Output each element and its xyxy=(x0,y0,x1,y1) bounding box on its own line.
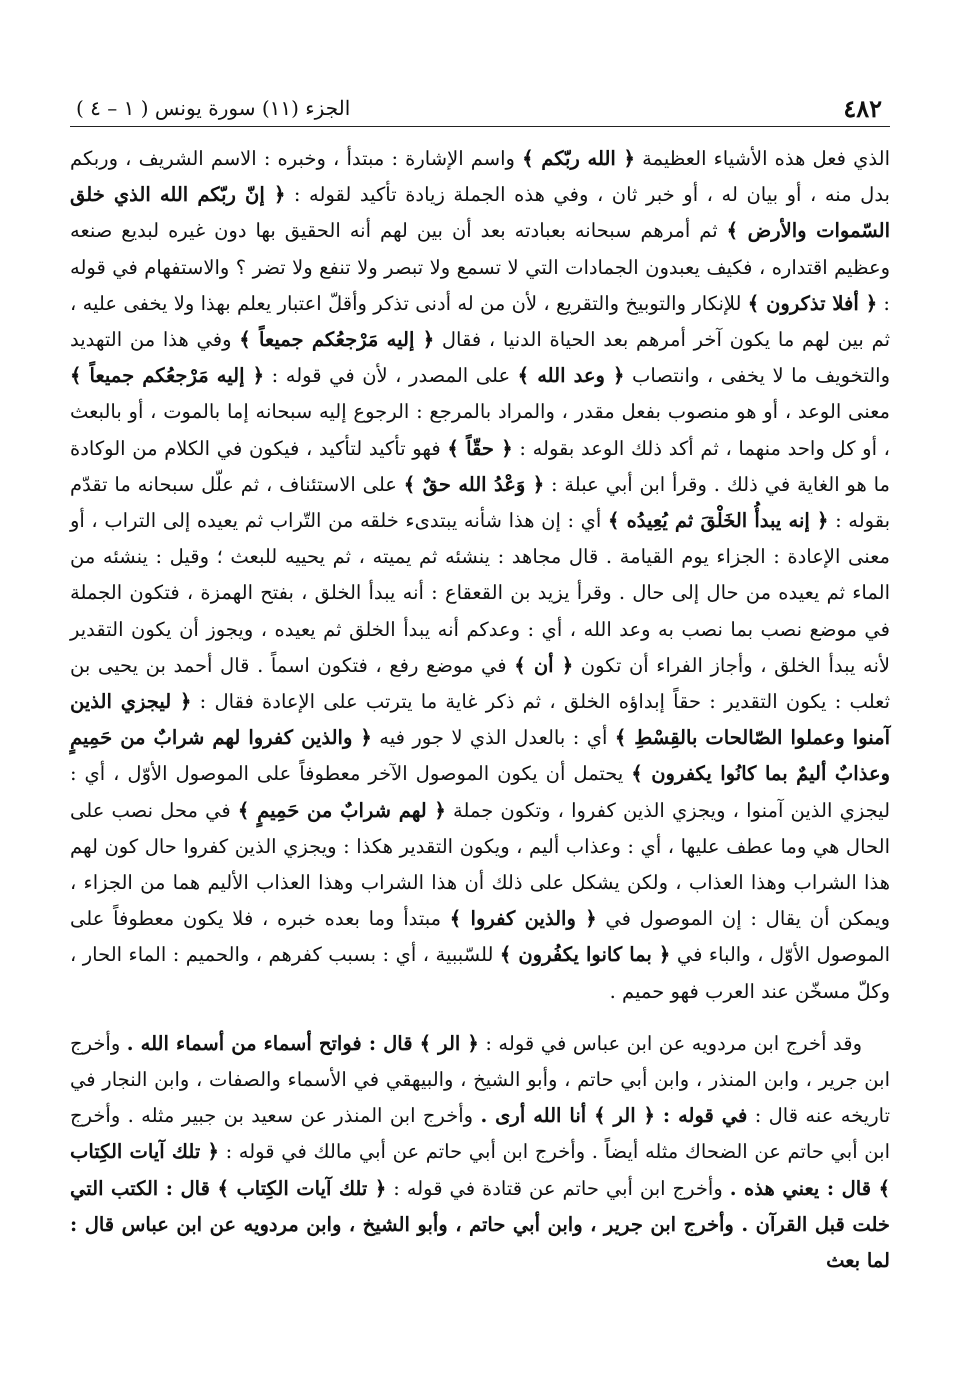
quran-quote: ﴿ أفلا تذكرون ﴾ xyxy=(747,291,878,315)
quran-quote: ﴿ وعد الله ﴾ xyxy=(517,364,625,388)
quran-quote: ﴿ لهم شرابٌ من حَمِيمٍ ﴾ xyxy=(237,798,446,822)
quran-quote: ﴿ الر ﴾ xyxy=(594,1104,655,1128)
paragraph-narrations xyxy=(70,1026,890,1279)
text-segment: فهو تأكيد لتأكيد ، فيكون في الكلام من الوكادة ما هو الغاية في ذلك . وقرأ ابن أبي عبلة : xyxy=(70,436,890,496)
text-segment: معنى الوعد ، أو هو منصوب بفعل مقدر ، والمراد بالمرجع : الرجوع إليه سبحانه إما بالموت ، أو بالبعث ، أو كل واحد منهما ، ثم أكد ذلك الوعد بقوله : xyxy=(70,400,890,460)
quran-quote: ﴿ تلك آيات الكِتاب ﴾ xyxy=(217,1176,387,1200)
text-segment: في موضع رفع ، فتكون اسماً . قال أحمد بن يحيى بن ثعلب : يكون التقدير : حقاً إبداؤه الخلق ، ثم ذكر غاية ما يترتب على الإعادة فقال : xyxy=(70,653,890,714)
quran-quote: ﴿ إنّ ربّكم الله الذي خلق السّموات والأرض ﴾ xyxy=(70,183,891,243)
text-segment: وأخرج ابن المنذر عن سعيد بن جبير مثله . وأخرج ابن أبي حاتم عن الضحاك مثله أيضاً . وأخرج ابن أبي حاتم عن أبي مالك في قوله : xyxy=(70,1104,890,1164)
quran-quote: ﴿ إليه مَرْجعُكم جميعاً ﴾ xyxy=(239,328,435,352)
quran-quote: ﴿ الله ربّكم ﴾ xyxy=(522,147,635,170)
text-segment: وأخرج ابن أبي حاتم عن قتادة في قوله : xyxy=(386,1176,730,1200)
text-segment: للسّببية ، أي : بسبب كفرهم ، والحميم : الماء الحار ، وكلّ مسخّن عند العرب فهو حميم . xyxy=(70,943,890,1003)
quran-quote: ﴿ والذين كفروا ﴾ xyxy=(449,907,597,931)
text-segment: وقد أخرج ابن مردويه عن ابن عباس في قوله : xyxy=(478,1031,862,1055)
text-segment: مبتدأ وما بعده خبره ، فلا يكون معطوفاً على الموصول الأوّل ، والباء في xyxy=(70,907,890,967)
narration-highlight: أنا الله أرى . xyxy=(480,1104,595,1128)
text-segment: أي : بالعدل الذي لا جور فيه xyxy=(371,726,615,750)
quran-quote: ﴿ والذين كفروا لهم شرابٌ من حَمِيمٍ وعذابٌ أليمٌ بما كانُوا يكفرون ﴾ xyxy=(70,726,890,786)
text-segment: وفي هذا من التهديد والتخويف ما لا يخفى ، وانتصاب xyxy=(70,328,890,388)
text-segment: ثم أمرهم سبحانه بعبادته بعد أن بين لهم أنه الحقيق بها دون غيره لبديع صنعه وعظيم اقتداره ، فكيف يعبدون الجمادات التي لا تسمع ولا تبصر ولا تنفع ولا تضر ؟ والاستفهام في قوله : xyxy=(70,219,890,315)
quran-quote: ﴿ الر ﴾ xyxy=(419,1031,479,1055)
text-segment: على الاستئناف ، ثم علّل سبحانه ما تقدّم بقوله : xyxy=(70,472,891,533)
quran-quote: ﴿ إنه يبدأُ الخَلْقَ ثم يُعِيدُه ﴾ xyxy=(607,509,829,533)
text-segment: وأخرج ابن جرير ، وابن المنذر ، وابن أبي حاتم ، وأبو الشيخ ، والبيهقي في الأسماء والصفات ، وابن النجار في تاريخه عنه قال : xyxy=(70,1031,890,1128)
quran-quote: ﴿ إليه مَرْجعُكم جميعاً ﴾ xyxy=(70,364,265,388)
text-segment: الذي فعل هذه الأشياء العظيمة xyxy=(634,147,891,170)
running-head: الجزء (١١) سورة يونس ( ١ – ٤ ) xyxy=(76,96,351,120)
body-text xyxy=(70,141,890,1279)
quran-quote: ﴿ أن ﴾ xyxy=(514,653,574,677)
narration-highlight: قال : يعني هذه . xyxy=(729,1176,879,1200)
book-page xyxy=(70,90,890,1279)
text-segment: على المصدر ، لأن في قوله : xyxy=(264,364,518,388)
narration-highlight: في قوله : xyxy=(655,1104,748,1128)
narration-highlight: قال : الكتب التي خلت قبل القرآن . وأخرج ابن جرير ، وابن أبي حاتم ، وأبو الشيخ ، وابن مردويه عن ابن عباس قال : لما بعث xyxy=(70,1176,890,1273)
text-segment: للإنكار والتوبيخ والتقريع ، لأن من له أدنى تذكر وأقلّ اعتبار يعلم بهذا ولا يخفى عليه ، ثم بين لهم ما يكون آخر أمرهم بعد الحياة الدنيا ، فقال xyxy=(70,291,890,352)
paragraph-commentary xyxy=(70,141,890,1010)
quran-quote: ﴿ حقّاً ﴾ xyxy=(447,436,513,460)
quran-quote: ﴿ بما كانوا يكفُرون ﴾ xyxy=(499,943,671,967)
text-segment: يحتمل أن يكون الموصول الآخر معطوفاً على الموصول الأوّل ، أي : ليجزي الذين آمنوا ، ويجزي الذين كفروا ، وتكون جملة xyxy=(70,762,891,822)
quran-quote: ﴿ وَعْدُ الله حقٌ ﴾ xyxy=(403,472,545,496)
page-number: ٤٨٢ xyxy=(843,94,882,123)
text-segment: واسم الإشارة : مبتدأ ، وخبره : الاسم الشريف ، وربكم بدل منه ، أو بيان له ، أو خبر ثان ، وفي هذه الجملة زيادة تأكيد لقوله : xyxy=(70,147,890,207)
quran-quote: ﴿ ليجزي الذين آمنوا وعملوا الصّالحات بالقِسْطِ ﴾ xyxy=(70,690,890,750)
quran-quote: ﴿ تلك آيات الكِتاب ﴾ xyxy=(70,1140,891,1200)
page-header xyxy=(70,90,890,127)
narration-highlight: قال : فواتح أسماء من أسماء الله . xyxy=(126,1031,420,1055)
text-segment: أي : إن هذا شأنه يبتدىء خلقه من التّراب ثم يعيده إلى التراب ، أو معنى الإعادة : الجزاء يوم القيامة . قال مجاهد : ينشئه ثم يميته ، ثم يحييه للبعث ؛ وقيل : ينشئه من الماء ثم يعيده من حال إلى حال . وقرأ يزيد بن القعقاع : أنه يبدأ الخلق ، بفتح الهمزة ، فتكون الجملة في موضع نصب بما نصب به وعد الله ، أي : وعدكم أنه يبدأ الخلق ثم يعيده ، ويجوز أن يكون التقدير لأنه يبدأ الخلق ، وأجاز الفراء أن تكون xyxy=(70,509,891,677)
text-segment: في محل نصب على الحال هي وما عطف عليها ، أي : وعذاب أليم ، ويكون التقدير هكذا : ويجزي الذين كفروا حال كون لهم هذا الشراب وهذا العذاب ، ولكن يشكل على ذلك أن هذا الشراب وهذا العذاب الأليم هما من الجزاء ، ويمكن أن يقال : إن الموصول في xyxy=(70,798,890,931)
